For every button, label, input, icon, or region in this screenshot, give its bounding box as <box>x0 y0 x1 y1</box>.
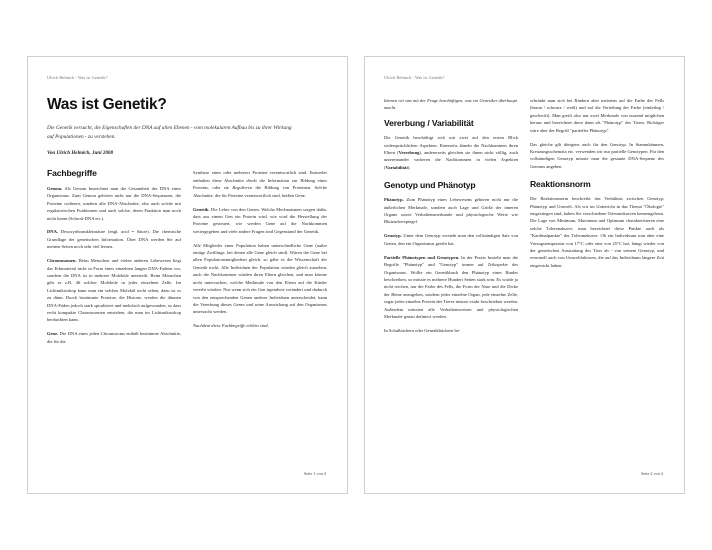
document-subtitle: Die Genetik versucht, die Eigenschaften der DNA auf allen Ebenen - vom molekularen Aufbau bis zu ihrer Wirkung auf Populationen - zu verstehen. <box>47 125 292 140</box>
term-partielle-phaenotypen: Partielle Phänotypen und Genotypen. <box>384 254 460 260</box>
text-gene-cont-b: die Information zur Bildung eines Proteins, oder sie <box>193 177 327 191</box>
text-vererbung-c: ). <box>407 164 411 170</box>
page-2-body <box>384 97 665 471</box>
paragraph-schulbuecher: In Schulbüchern oder Genetikbüchern be- <box>384 327 461 333</box>
emphasis-regulieren: Regulieren <box>232 185 253 191</box>
paragraph-genotyp-partiell: Das gleiche gilt übrigens auch für den Genotyp. In Stammbäumen, Kreuzungsschemata etc. verwenden wir nur partielle Genotypen. Für den vollständigen Genotyp müsste man die gesamte DNA-Sequenz des Genoms angeben. <box>530 141 664 169</box>
text-gene: Die DNA eines jeden Chromosoms enthält bestimmte Abschnitte, die für die <box>47 331 181 344</box>
term-gene: Gene. <box>47 331 59 337</box>
section-heading-genotyp-phaenotyp: Genotyp und Phänotyp <box>384 179 476 190</box>
section-heading-fachbegriffe: Fachbegriffe <box>47 168 97 179</box>
paragraph-population: Alle Mitglieder einer Population haben unterschiedliche Gene (außer einiige Zwillinge, bei denen alle Gene gleich sind). Wären die Gene bei allen Populationsmitgliedern gleich, so gäbe es die Wissenschaft der Genetik nicht. Alle Individuen der Population würden gleich aussehen, auch die Nachkommen würden ihren Eltern gleichen, und man könnte nicht untersuchen, welche Merkmale von den Eltern auf die Kinder vererbt würden. Nur wenn sich ein Gen irgendwie verändert und dadurch von den entsprechenden Genen anderer Individuen unterscheidet, kann die Vererbung dieses Genes und seine Auswirkung auf den Organismus untersucht werden. <box>193 242 327 315</box>
document-page-2 <box>364 56 685 494</box>
paragraph-partielle-phaenotypen <box>384 254 518 321</box>
page-running-header: Ulrich Helmich - Was ist Genetik? <box>384 75 445 80</box>
page-running-header: Ulrich Helmich - Was ist Genetik? <box>47 75 108 80</box>
text-gene-cont-c: die Bildung von Proteinen. Solche Abschnitte, die für Proteine verantwortlich sind, heißen Gene. <box>193 185 327 198</box>
term-vererbung: Vererbung <box>398 150 420 156</box>
page-1-footer: Seite 1 von 4 <box>304 471 326 476</box>
document-byline: Von Ulrich Helmich, Juni 2008 <box>47 150 114 157</box>
text-partielle-a: In der Praxis bezieht man die Begriffe "Phänotyp" und "Genotyp" immer auf <box>384 254 519 268</box>
text-vererbung-b: ), andererseits gleichen sie ihnen nicht völlig, auch untereinander variieren die Nachkommen in vielen Aspekten ( <box>384 150 519 170</box>
paragraph-closing-italic: Nachdem diese Fachbegriffe erklärt sind, <box>193 323 269 329</box>
text-dna: Desoxyribonukleinsäure (engl. acid = Säure). Die chemische Grundlage der genetischen Information. Über DNA werden Sie auf meinen Seiten noch sehr viel lernen. <box>47 229 181 250</box>
page-1-columns <box>47 169 328 345</box>
section-heading-vererbung-variabilitaet: Vererbung / Variabilität <box>384 117 474 128</box>
page-2-columns <box>384 97 665 334</box>
section-heading-reaktionsnorm: Reaktionsnorm <box>530 178 591 189</box>
text-phaenotyp: Zum Phänotyp eines Lebewesens gehören nicht nur die äußerlichen Merkmale, sondern auch Lage und Größe der inneren Organe sowie Verhaltensmerkmale und physiologische Werte wie Blutzuckerspiegel. <box>384 197 518 225</box>
paragraph-lead-italic: können wir uns mit der Frage beschäftigen, was ein Genetiker überhaupt macht. <box>384 98 518 111</box>
paragraph-reaktionsnorm: Die Reaktionsnorm beschreibt das Verhältnis zwischen Genotyp, Phänotyp und Umwelt. Als wir im Unterricht in das Thema "Ökologie" eingestiegen sind, haben Sie verschiedene Toleranzkurven kennengelernt. Die Lage von Minimum, Maximum und Optimum charakterisieren eine solche Toleranzkurve, man bezeichnet diese Punkte auch als "Kardinalpunkte" der Toleranzkurve. Ob ein Individuum nun aber eine Vorzugstemperatur von 17°C oder eine von 25°C hat, hängt wieder von der genetischen Ausstattung des Tiers ab - von seinem Genotyp, und eventuell auch von Umweltfaktoren, die auf das Individuum längere Zeit eingewirkt haben. <box>530 196 664 268</box>
paragraph-phaenotyp <box>384 196 518 226</box>
term-variabilitaet: Variabilität <box>385 164 408 170</box>
paragraph-vererbung <box>384 134 518 171</box>
paragraph-genom <box>47 185 181 222</box>
document-page-1 <box>27 56 348 494</box>
page-2-column-2 <box>530 97 664 269</box>
paragraph-schulbuecher-continued: schränkt man sich bei Rindern aber meistens auf die Farbe des Fells (braun / schwarz / weiß) und auf die Verteilung der Farbe (einfarbig / gescheckt). Man greift also nur zwei Merkmale von tausend möglichen heraus und bezeichnet diese dann als "Phänotyp" des Tieres. Richtiger wäre aber der Begriff "partieller Phänotyp". <box>530 98 664 133</box>
paragraph-gene <box>47 330 181 345</box>
text-genetik: Die Lehre von den Genen. Welche Mechanismen sorgen dafür, dass aus einem Gen ein Protein wird, wie wird die Herstellung der Proteine gesteuert, wie werden Gene auf die Nachkommen weitergegeben und viele andere Fragen sind Gegenstand der Genetik. <box>193 206 327 234</box>
paragraph-chromosomen <box>47 257 181 324</box>
text-genom: Als Genom bezeichnet man die Gesamtheit der DNA eines Organismus. Zum Genom gehören nicht nur die DNA-Sequenzen, die Proteine codieren, sondern alle DNA-Abschnitte, also auch solche mit regulatorischen Funktionen und auch solche, deren Funktion man noch nicht kennt (Schrott-DNA etc.). <box>47 185 181 221</box>
emphasis-teilaspekte: Teilaspekte <box>487 262 508 268</box>
paragraph-dna <box>47 228 181 250</box>
text-chromosomen: Beim Menschen und vielen anderen Lebewesen liegt das Erbmaterial nicht in Form eines einzelnen langen DNA-Fadens vor, sondern die DNA ist in mehrere Moleküle unterteilt. Beim Menschen gibt es z.B. 46 solcher Moleküle in jeder einzelnen Zelle. Im Lichtmikroskop kann man ein solches Molekül nicht sehen, dazu ist es zu dünn. Durch bestimmte Proteine, die Histone, werden die dünnen DNA-Fäden jedoch stark spiralisiert und mehrfach aufgewunden, so dass recht kompakte Chromosomen entstehen, die man im Lichtmikroskop beobachten kann. <box>47 258 181 323</box>
paragraph-genotyp <box>384 232 518 247</box>
term-chromosomen: Chromosomen. <box>47 258 77 264</box>
text-genotyp: Unter dem Genotyp versteht man den vollständigen Satz von Genen, den ein Organismus geerbt hat. <box>384 233 518 246</box>
term-genom: Genom. <box>47 185 63 191</box>
page-1-column-2 <box>193 169 327 329</box>
page-1-column-1 <box>47 169 181 345</box>
term-dna: DNA. <box>47 229 58 235</box>
paragraph-gene-continued <box>193 169 327 199</box>
paragraph-genetik <box>193 206 327 236</box>
emphasis-direkt: direkt <box>246 177 257 183</box>
page-2-column-1 <box>384 97 518 334</box>
page-2-footer: Seite 2 von 4 <box>641 471 663 476</box>
text-vererbung-a: Die Genetik beschäftigt sich mit zwei auf den ersten Blick widersprüchlichen Aspekten. Einerseits ähneln die Nachkommen ihren Eltern ( <box>384 135 518 156</box>
page-title: Was ist Genetik? <box>47 96 167 113</box>
text-gene-cont-a: Synthese eines oder mehrerer Proteine verantwortlich sind. Entweder enthalten diese Abschnitte <box>193 170 327 183</box>
page-1-body <box>47 97 328 471</box>
term-genetik: Genetik. <box>193 206 210 212</box>
term-genotyp: Genotyp. <box>384 233 402 239</box>
text-partielle-b: des Organismus. Wollte ein Genetikbuch den Phänotyp eines Rindes beschreiben, so müsste es mehrere Hundert Seiten stark sein. Es würde ja nicht reichen, nur die Farbe des Fells, die Form der Nase und die Dicke der Beine anzugeben, sondern jedes einzelne Organ, jede einzelne Zelle, sogar jedes einzelne Protein des Tieres müsste exakt beschrieben werden. Außerdem müssten alle Verhaltensweisen und physiologischen Merkmale genau definiert werden. <box>384 262 518 319</box>
term-phaenotyp: Phänotyp. <box>384 197 404 203</box>
